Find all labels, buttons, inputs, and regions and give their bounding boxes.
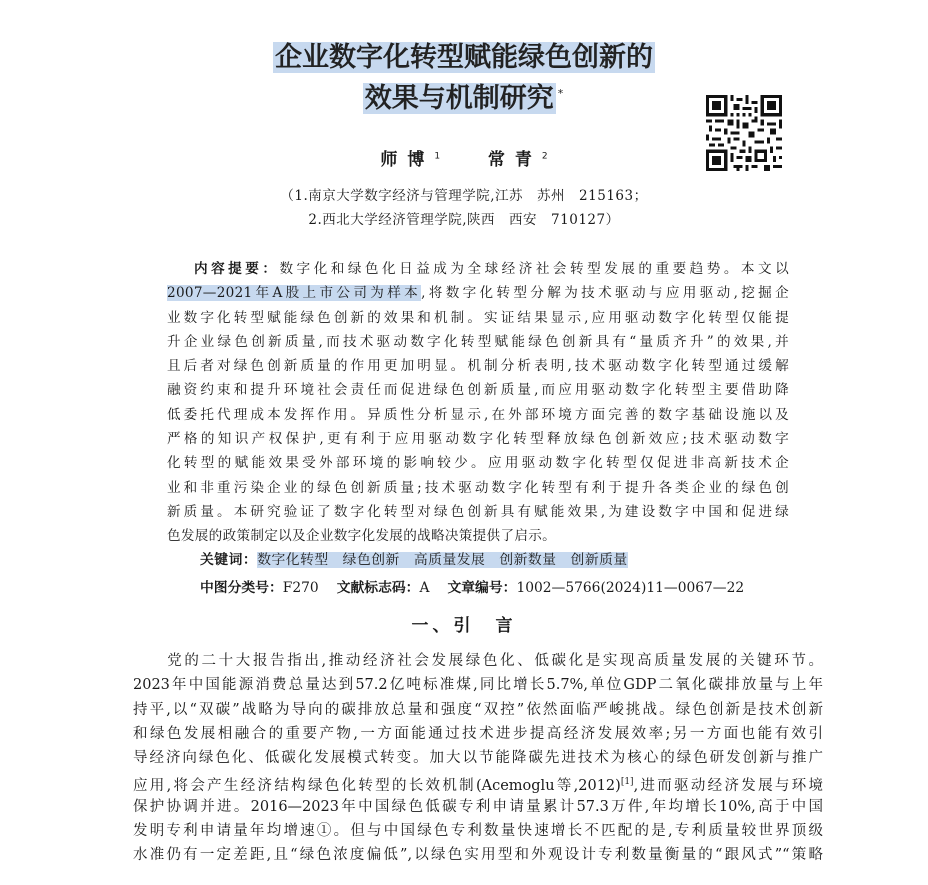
affiliation-2: 2.西北大学经济管理学院,陕西 西安 710127） [308, 212, 620, 228]
body-text [133, 649, 823, 868]
article-number-label: 文章编号： [447, 580, 517, 596]
keyword: 高质量发展 [413, 552, 486, 568]
abstract-line: 低委托代理成本发挥作用。异质性分析显示,在外部环境方面完善的数字基础设施以及 [167, 406, 789, 423]
keywords-list [257, 552, 628, 568]
body-line: 应用,将会产生经济结构绿色化转型的长效机制(Acemoglu等,2012)[1],进而驱动经济发展与环境 [133, 777, 824, 795]
abstract-line: 业数字化转型赋能绿色创新的效果和机制。实证结果显示,应用驱动数字化转型仅能提 [167, 309, 789, 326]
reference-mark: [1] [620, 777, 634, 788]
title-footnote-mark: * [557, 87, 564, 100]
abstract-line: 升企业绿色创新质量,而技术驱动数字化转型赋能绿色创新具有“量质齐升”的效果,并 [167, 333, 789, 350]
keywords [200, 548, 628, 568]
author-2: 常青 [487, 150, 542, 170]
paper-title-line1: 企业数字化转型赋能绿色创新的 [275, 42, 653, 73]
abstract-line: 新质量。本研究验证了数字化转型对绿色创新具有赋能效果,为建设数字中国和促进绿 [167, 503, 789, 520]
body-line: 持平,以“双碳”战略为导向的碳排放总量和强度“双控”依然面临严峻挑战。绿色创新是技术创新 [133, 701, 823, 718]
author-1-affiliation-mark: 1 [434, 151, 441, 162]
footnote-mark: ① [316, 823, 334, 840]
abstract-line: 业和非重污染企业的绿色创新质量;技术驱动数字化转型有利于提升各类企业的绿色创 [167, 479, 789, 496]
abstract [167, 257, 789, 549]
keywords-label: 关键词： [200, 552, 258, 568]
doc-code: A [419, 580, 430, 596]
keyword: 创新数量 [499, 552, 557, 568]
paper-title-line2: 效果与机制研究 * [364, 83, 564, 114]
section-heading: 一、引 言 [411, 616, 517, 636]
abstract-line: 色发展的政策制定以及企业数字化发展的战略决策提供了启示。 [167, 528, 557, 545]
clc-code: F270 [282, 580, 319, 596]
body-line: 党的二十大报告指出,推动经济社会发展绿色化、低碳化是实现高质量发展的关键环节。 [133, 653, 823, 669]
body-line: 水准仍有一定差距,且“绿色浓度偏低”,以绿色实用型和外观设计专利数量衡量的“跟风式”“策略 [133, 847, 823, 864]
classification-line [200, 576, 744, 596]
body-line: 导经济向绿色化、低碳化发展模式转变。加大以节能降碳先进技术为核心的绿色研发创新与推广 [133, 750, 823, 767]
keyword: 数字化转型 [257, 552, 329, 568]
clc-label: 中图分类号： [200, 580, 283, 596]
abstract-line: 化转型的赋能效果受外部环境的影响较少。应用驱动数字化转型仅促进非高新技术企 [167, 455, 789, 472]
body-line: 保护协调并进。2016—2023年中国绿色低碳专利申请量累计57.3万件,年均增长10%,高于中国 [133, 798, 823, 815]
doc-code-label: 文献标志码： [336, 580, 420, 596]
author-1: 师博 [380, 150, 435, 170]
keyword: 绿色创新 [342, 552, 400, 568]
article-number: 1002—5766(2024)11—0067—22 [516, 580, 745, 596]
body-line: 和绿色发展相融合的重要产物,一方面能通过技术进步提高经济发展效率;另一方面也能有效引 [133, 725, 823, 742]
abstract-line: 且后者对绿色创新质量的作用更加明显。机制分析表明,技术驱动数字化转型通过缓解 [167, 358, 789, 375]
author-line [0, 145, 928, 170]
abstract-line: 融资约束和提升环境社会责任而促进绿色创新质量,而应用驱动数字化转型主要借助降 [167, 382, 789, 399]
keyword: 创新质量 [570, 552, 628, 568]
abstract-line: 2007—2021年A股上市公司为样本,将数字化转型分解为技术驱动与应用驱动,挖掘企 [167, 285, 789, 302]
author-2-affiliation-mark: 2 [541, 151, 548, 162]
affiliation-1: （1.南京大学数字经济与管理学院,江苏 苏州 215163； [280, 188, 648, 204]
abstract-highlight: 2007—2021年A股上市公司为样本 [167, 285, 422, 302]
abstract-line: 严格的知识产权保护,更有利于应用驱动数字化转型释放绿色创新效应;技术驱动数字 [167, 431, 789, 448]
abstract-line: 内容提要：数字化和绿色化日益成为全球经济社会转型发展的重要趋势。本文以 [194, 261, 790, 277]
body-line: 发明专利申请量年均增速①。但与中国绿色专利数量快速增长不匹配的是,专利质量较世界顶级 [133, 823, 824, 840]
abstract-label: 内容提要： [194, 261, 280, 277]
body-line: 2023年中国能源消费总量达到57.2亿吨标准煤,同比增长5.7%,单位GDP二氧化碳排放量与上年 [133, 677, 823, 694]
